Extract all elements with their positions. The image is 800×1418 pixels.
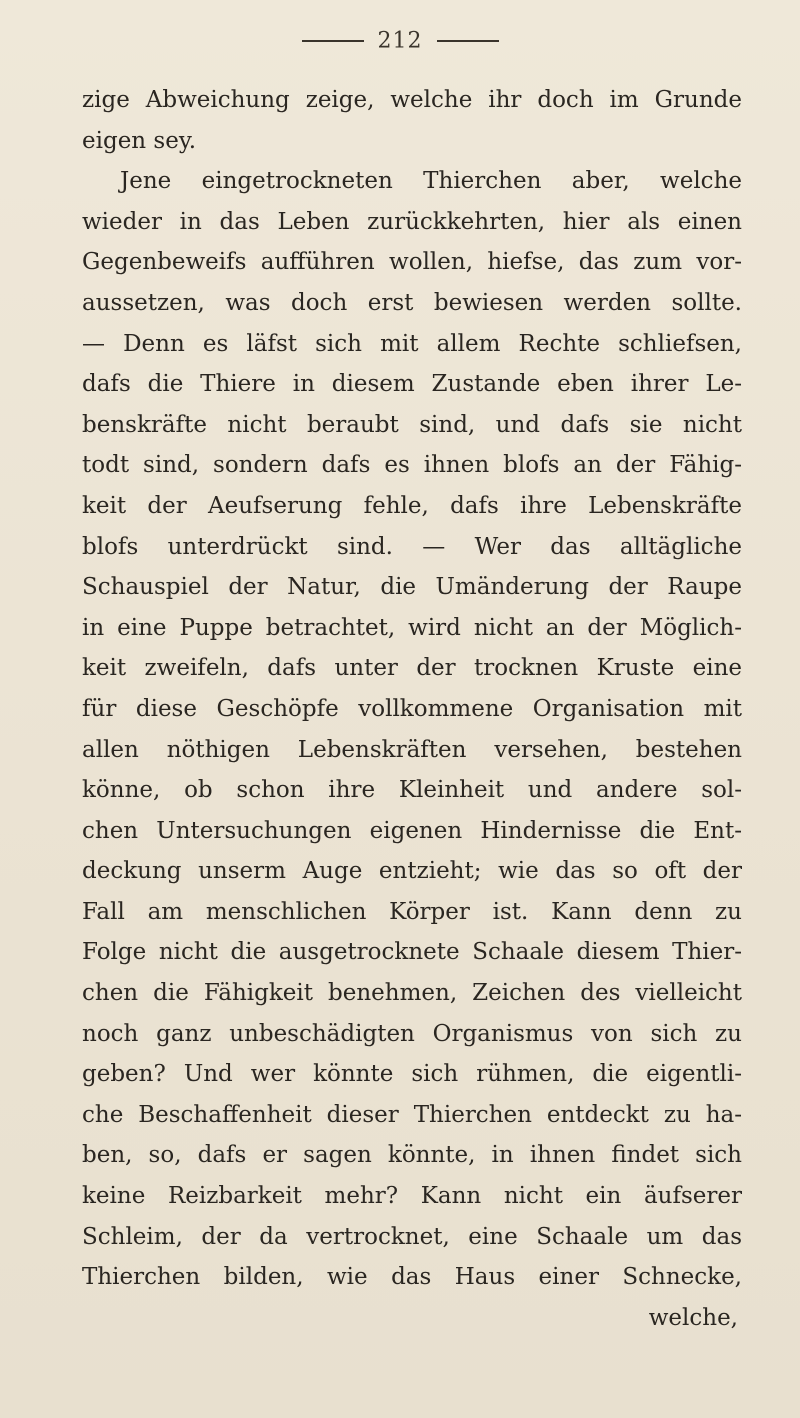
text-line: che Beschaffenheit dieser Thierchen entdeckt zu ha- bbox=[82, 1101, 742, 1128]
text-line: chen die Fähigkeit benehmen, Zeichen des vielleicht bbox=[82, 980, 742, 1007]
text-line: allen nöthigen Lebenskräften versehen, bestehen bbox=[82, 736, 742, 763]
text-line: Gegenbeweifs aufführen wollen, hiefse, das zum vor- bbox=[82, 249, 742, 276]
header-rule-left bbox=[302, 40, 364, 42]
text-line: wieder in das Leben zurückkehrten, hier als einen bbox=[82, 208, 742, 235]
text-line: Schleim, der da vertrocknet, eine Schaale um das bbox=[82, 1223, 742, 1250]
text-line: Thierchen bilden, wie das Haus einer Schnecke, bbox=[82, 1264, 742, 1291]
text-line: aussetzen, was doch erst bewiesen werden sollte. bbox=[82, 289, 742, 316]
text-line: Schauspiel der Natur, die Umänderung der Raupe bbox=[82, 574, 742, 601]
text-line: dafs die Thiere in diesem Zustande eben ihrer Le- bbox=[82, 371, 742, 398]
text-line: keit der Aeufserung fehle, dafs ihre Lebenskräfte bbox=[82, 492, 742, 519]
body-text bbox=[82, 80, 742, 1338]
text-line: keit zweifeln, dafs unter der trocknen Kruste eine bbox=[82, 655, 742, 682]
text-line: Folge nicht die ausgetrocknete Schaale diesem Thier- bbox=[82, 939, 742, 966]
page-number: 212 bbox=[377, 28, 423, 54]
text-line: keine Reizbarkeit mehr? Kann nicht ein äufserer bbox=[82, 1183, 742, 1210]
header-rule-right bbox=[437, 40, 499, 42]
text-line: könne, ob schon ihre Kleinheit und andere sol- bbox=[82, 777, 742, 804]
text-line: deckung unserm Auge entzieht; wie das so oft der bbox=[82, 858, 742, 885]
text-line: benskräfte nicht beraubt sind, und dafs sie nicht bbox=[82, 411, 742, 438]
text-line: chen Untersuchungen eigenen Hindernisse die Ent- bbox=[82, 817, 742, 844]
text-line: noch ganz unbeschädigten Organismus von sich zu bbox=[82, 1020, 742, 1047]
text-line: eigen sey. bbox=[82, 127, 197, 154]
text-line: für diese Geschöpfe vollkommene Organisation mit bbox=[82, 695, 742, 722]
text-line: ben, so, dafs er sagen könnte, in ihnen findet sich bbox=[82, 1142, 742, 1169]
text-line: — Denn es läfst sich mit allem Rechte schliefsen, bbox=[82, 330, 742, 357]
text-line: blofs unterdrückt sind. — Wer das alltägliche bbox=[82, 533, 742, 560]
text-line: geben? Und wer könnte sich rühmen, die eigentli- bbox=[82, 1061, 742, 1088]
text-line: Fall am menschlichen Körper ist. Kann denn zu bbox=[82, 898, 742, 925]
text-line: zige Abweichung zeige, welche ihr doch im Grunde bbox=[82, 87, 742, 113]
text-line: in eine Puppe betrachtet, wird nicht an der Möglich- bbox=[82, 614, 742, 641]
text-line: Jene eingetrockneten Thierchen aber, welche bbox=[120, 168, 742, 195]
text-line: todt sind, sondern dafs es ihnen blofs an der Fähig- bbox=[82, 452, 742, 479]
page-header bbox=[0, 28, 800, 54]
catchword: welche, bbox=[648, 1304, 738, 1331]
